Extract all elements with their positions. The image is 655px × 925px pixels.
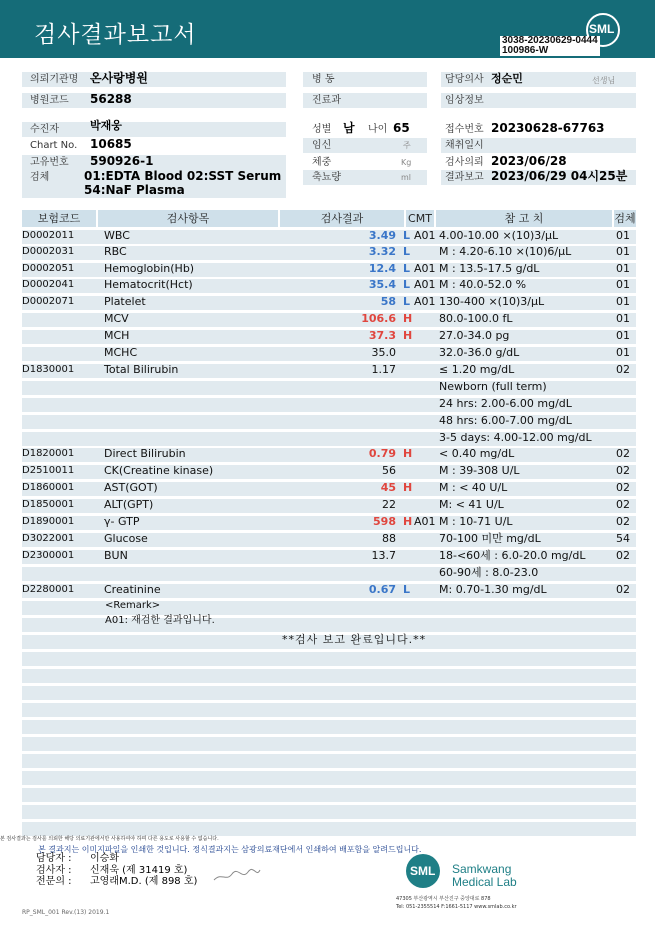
row-insurance-code: D0002011	[22, 230, 75, 241]
row-result-flag: L	[403, 262, 411, 275]
empty-row-background	[22, 754, 636, 768]
doctor-suffix: 선생님	[592, 76, 616, 85]
pregnancy-unit: 주	[403, 141, 411, 150]
empty-row-background	[22, 788, 636, 802]
row-specimen: 02	[616, 515, 630, 528]
tester-label: 검사자 :	[36, 865, 72, 876]
specialist-label: 전문의 :	[36, 876, 72, 887]
row-result-value: 0.67	[368, 583, 396, 596]
empty-row-background	[22, 703, 636, 717]
fine-print: 본 검사결과는 검사를 의뢰한 해당 의료기관에서만 사용하여야 하며 다른 용도로 사용할 수 없습니다.	[0, 836, 219, 842]
hospital-code-value: 56288	[90, 92, 132, 106]
specimen-line-2: 54:NaF Plasma	[84, 183, 185, 197]
row-test-item: BUN	[104, 549, 128, 562]
patient-value: 박재웅	[90, 119, 122, 132]
urine-label: 축뇨량	[312, 172, 341, 183]
row-specimen: 01	[616, 245, 630, 258]
age-value: 65	[393, 121, 410, 135]
row-result-value: 22	[382, 498, 396, 511]
report-title: 검사결과보고서	[34, 22, 197, 48]
report-complete-text: **검사 보고 완료입니다.**	[282, 633, 427, 646]
remark-title: <Remark>	[105, 600, 161, 611]
lab-address: 47305 부산광역시 부산진구 중앙대로 878	[396, 896, 491, 902]
row-reference-range: < 0.40 mg/dL	[439, 447, 515, 460]
request-label: 검사의뢰	[445, 157, 484, 168]
row-result-flag: H	[403, 447, 413, 460]
doctor-label: 담당의사	[445, 74, 484, 85]
row-specimen: 01	[616, 262, 630, 275]
row-result-value: 37.3	[368, 329, 396, 342]
empty-row-background	[22, 805, 636, 819]
remark-text: A01: 재검한 결과입니다.	[105, 615, 215, 626]
row-test-item: Total Bilirubin	[104, 363, 179, 376]
chart-value: 10685	[90, 137, 132, 151]
row-specimen: 02	[616, 464, 630, 477]
row-reference-range: ≤ 1.20 mg/dL	[439, 363, 515, 376]
row-reference-range: M : 4.20-6.10 ×(10)6/μL	[439, 245, 572, 258]
row-test-item: Hematocrit(Hct)	[104, 278, 193, 291]
row-result-value: 3.32	[368, 245, 396, 258]
row-result-flag: H	[403, 481, 413, 494]
row-result-value: 88	[382, 532, 396, 545]
row-result-value: 0.79	[368, 447, 396, 460]
row-insurance-code: D3022001	[22, 533, 75, 544]
row-reference-range: 18-<60세 : 6.0-20.0 mg/dL	[439, 549, 586, 562]
receipt-label: 접수번호	[445, 124, 484, 135]
receipt-value: 20230628-67763	[491, 121, 605, 135]
urine-unit: ml	[401, 173, 412, 182]
weight-unit: Kg	[401, 158, 412, 167]
specimen-line-1: 01:EDTA Blood 02:SST Serum	[84, 169, 282, 183]
row-specimen: 01	[616, 312, 630, 325]
row-cmt: A01	[414, 278, 436, 291]
row-result-flag: H	[403, 312, 413, 325]
row-test-item: RBC	[104, 245, 127, 258]
col-header-item: 검사항목	[98, 210, 278, 227]
row-reference-range: 60-90세 : 8.0-23.0	[439, 566, 539, 579]
sml-logo-text: SML	[589, 22, 615, 36]
report-date-value: 2023/06/29 04시25분	[491, 169, 628, 183]
row-test-item: Hemoglobin(Hb)	[104, 262, 195, 275]
row-result-value: 58	[380, 295, 396, 308]
row-result-flag: L	[403, 245, 411, 258]
row-reference-range: Newborn (full term)	[439, 380, 547, 393]
report-date-label: 결과보고	[445, 172, 484, 183]
row-reference-range: M: < 41 U/L	[439, 498, 504, 511]
row-specimen: 01	[616, 229, 630, 242]
row-test-item: CK(Creatine kinase)	[104, 464, 214, 477]
row-reference-range: 24 hrs: 2.00-6.00 mg/dL	[439, 397, 572, 410]
row-result-value: 35.0	[371, 346, 396, 359]
brand-name-line-2: Medical Lab	[452, 875, 517, 889]
institution-value: 온사랑병원	[90, 71, 148, 85]
row-insurance-code: D2300001	[22, 550, 75, 561]
reference-line-1: 3038-20230629-0444	[502, 35, 598, 46]
row-reference-range: 80.0-100.0 fL	[439, 312, 513, 325]
empty-row-background	[22, 669, 636, 683]
empty-row-background	[22, 822, 636, 836]
row-result-value: 1.17	[371, 363, 396, 376]
row-reference-range: 70-100 미만 mg/dL	[439, 532, 541, 545]
row-reference-range: M : 13.5-17.5 g/dL	[439, 262, 540, 275]
row-specimen: 02	[616, 447, 630, 460]
chart-label: Chart No.	[30, 140, 78, 151]
row-insurance-code: D1860001	[22, 482, 75, 493]
row-test-item: Direct Bilirubin	[104, 447, 186, 460]
row-specimen: 02	[616, 363, 630, 376]
empty-row-background	[22, 771, 636, 785]
request-value: 2023/06/28	[491, 154, 567, 168]
clinical-label: 임상정보	[445, 95, 484, 106]
row-reference-range: 4.00-10.00 ×(10)3/μL	[439, 229, 559, 242]
row-reference-range: 27.0-34.0 pg	[439, 329, 510, 342]
row-test-item: MCHC	[104, 346, 138, 359]
row-reference-range: M : 39-308 U/L	[439, 464, 520, 477]
row-specimen: 01	[616, 295, 630, 308]
row-result-flag: L	[403, 583, 411, 596]
row-reference-range: 130-400 ×(10)3/μL	[439, 295, 545, 308]
collection-label: 채취일시	[445, 140, 484, 151]
lab-phone: Tel: 051-2355514 F:1661-5117 www.smlab.co.kr	[396, 904, 517, 910]
row-reference-range: M: 0.70-1.30 mg/dL	[439, 583, 547, 596]
row-specimen: 02	[616, 549, 630, 562]
signature-scribble	[212, 866, 262, 886]
col-header-reference: 참 고 치	[436, 210, 612, 227]
col-header-result: 검사결과	[280, 210, 404, 227]
row-cmt: A01	[414, 262, 436, 275]
manager-value: 이승화	[90, 853, 119, 864]
row-result-value: 56	[382, 464, 396, 477]
row-insurance-code: D0002031	[22, 246, 75, 257]
pregnancy-label: 임신	[312, 140, 332, 151]
tester-value: 신재욱 (제 31419 호)	[90, 865, 188, 876]
row-specimen: 02	[616, 583, 630, 596]
row-insurance-code: D1850001	[22, 499, 75, 510]
institution-label: 의뢰기관명	[30, 74, 79, 85]
samkwang-logo-text: SML	[410, 864, 436, 878]
manager-label: 담당자 :	[36, 853, 72, 864]
row-test-item: MCH	[104, 329, 130, 342]
sex-value: 남	[343, 121, 355, 135]
row-test-item: ALT(GPT)	[104, 498, 154, 511]
row-insurance-code: D1890001	[22, 516, 75, 527]
table-row-background	[22, 567, 636, 581]
empty-row-background	[22, 720, 636, 734]
row-insurance-code: D1830001	[22, 364, 75, 375]
row-specimen: 02	[616, 498, 630, 511]
row-insurance-code: D2510011	[22, 465, 75, 476]
sex-label: 성별	[312, 124, 332, 135]
form-code: RP_SML_001 Rev.(13) 2019.1	[22, 909, 110, 916]
row-result-value: 106.6	[361, 312, 396, 325]
patient-label: 수진자	[30, 124, 59, 135]
id-value: 590926-1	[90, 154, 154, 168]
col-header-specimen: 검체	[614, 212, 636, 225]
row-result-value: 13.7	[371, 549, 396, 562]
col-header-code: 보험코드	[22, 210, 96, 227]
row-test-item: Creatinine	[104, 583, 161, 596]
image-notice: 본 결과지는 이미지파일을 인쇄한 것입니다. 정식결과지는 삼광의료재단에서 인쇄하여 배포함을 알려드립니다.	[38, 845, 422, 854]
doctor-value: 정순민	[491, 72, 523, 85]
row-cmt: A01	[414, 515, 436, 528]
row-result-value: 35.4	[368, 278, 396, 291]
row-reference-range: M : < 40 U/L	[439, 481, 508, 494]
specimen-label: 검체	[30, 172, 50, 183]
age-label: 나이	[368, 124, 388, 135]
row-test-item: WBC	[104, 229, 130, 242]
row-insurance-code: D1820001	[22, 448, 75, 459]
row-reference-range: 48 hrs: 6.00-7.00 mg/dL	[439, 414, 572, 427]
weight-label: 체중	[312, 157, 332, 168]
patient-bar	[22, 122, 286, 137]
row-result-flag: H	[403, 515, 413, 528]
col-header-cmt: CMT	[406, 210, 434, 227]
empty-row-background	[22, 737, 636, 751]
ward-label: 병 동	[312, 74, 335, 85]
empty-row-background	[22, 686, 636, 700]
row-reference-range: M : 10-71 U/L	[439, 515, 513, 528]
row-result-value: 45	[380, 481, 396, 494]
row-test-item: AST(GOT)	[104, 481, 158, 494]
row-insurance-code: D0002041	[22, 279, 75, 290]
row-cmt: A01	[414, 229, 436, 242]
row-result-value: 598	[373, 515, 396, 528]
row-result-flag: L	[403, 278, 411, 291]
id-label: 고유번호	[30, 157, 69, 168]
row-result-flag: L	[403, 229, 411, 242]
row-reference-range: M : 40.0-52.0 %	[439, 278, 527, 291]
row-cmt: A01	[414, 295, 436, 308]
row-result-flag: H	[403, 329, 413, 342]
report-reference	[500, 36, 600, 56]
specialist-value: 고영래M.D. (제 898 호)	[90, 876, 198, 887]
row-result-value: 3.49	[368, 229, 396, 242]
row-reference-range: 3-5 days: 4.00-12.00 mg/dL	[439, 431, 592, 444]
reference-line-2: 100986-W	[502, 45, 549, 56]
row-insurance-code: D0002051	[22, 263, 75, 274]
brand-name-line-1: Samkwang	[452, 862, 512, 876]
hospital-code-label: 병원코드	[30, 95, 69, 106]
row-test-item: Platelet	[104, 295, 146, 308]
row-result-value: 12.4	[368, 262, 396, 275]
row-specimen: 01	[616, 329, 630, 342]
row-insurance-code: D2280001	[22, 584, 75, 595]
row-insurance-code: D0002071	[22, 296, 75, 307]
dept-label: 진료과	[312, 95, 341, 106]
row-specimen: 02	[616, 481, 630, 494]
row-test-item: MCV	[104, 312, 129, 325]
row-specimen: 01	[616, 346, 630, 359]
samkwang-brand-name	[452, 863, 517, 889]
row-specimen: 54	[616, 532, 630, 545]
empty-row-background	[22, 652, 636, 666]
row-specimen: 01	[616, 278, 630, 291]
row-test-item: Glucose	[104, 532, 148, 545]
row-test-item: γ- GTP	[104, 515, 140, 528]
row-reference-range: 32.0-36.0 g/dL	[439, 346, 520, 359]
row-result-flag: L	[403, 295, 411, 308]
